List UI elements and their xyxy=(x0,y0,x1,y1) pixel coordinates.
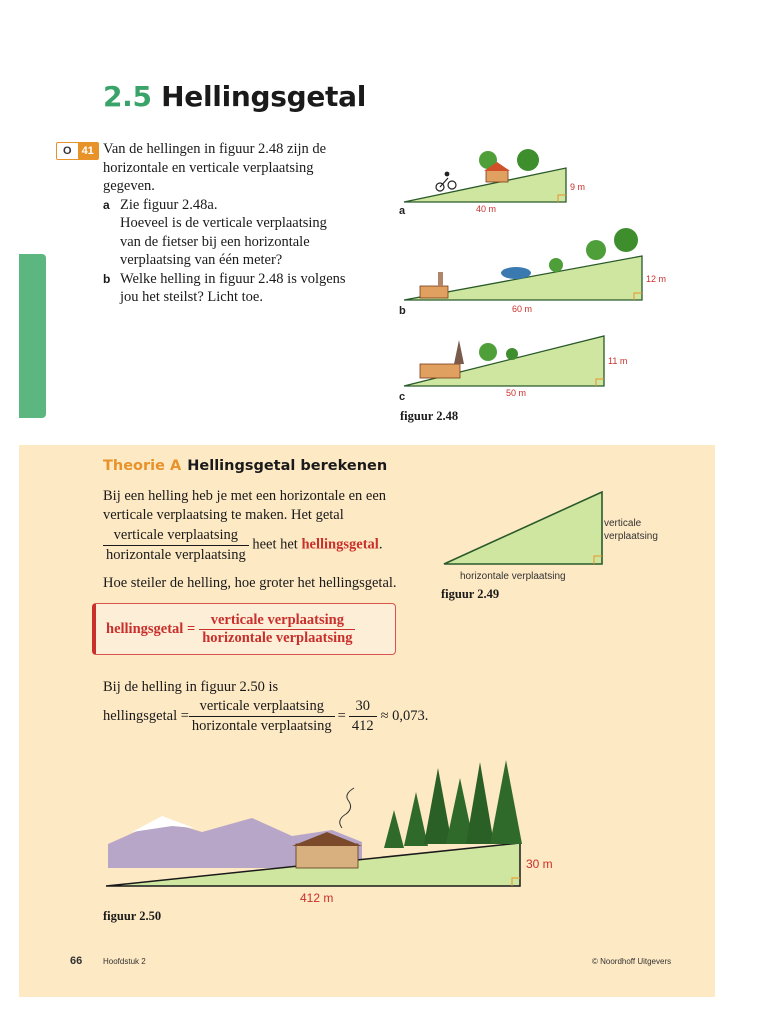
example-lhs: hellingsgetal = xyxy=(103,707,189,724)
period: . xyxy=(378,536,383,553)
cabin-icon xyxy=(296,844,358,868)
figure-2-48-caption: figuur 2.48 xyxy=(400,409,459,423)
tree-icon xyxy=(517,149,539,171)
fraction-numerator: 30 xyxy=(355,698,370,714)
pine-tree-icon xyxy=(490,760,522,844)
village-icon xyxy=(420,286,448,298)
definition-fraction xyxy=(103,526,249,564)
item-line: Welke helling in figuur 2.48 is volgens xyxy=(120,270,346,287)
formula-numerator: verticale verplaatsing xyxy=(210,611,344,628)
figure-2-50-illustration xyxy=(102,748,564,908)
formula-lhs: hellingsgetal = xyxy=(106,620,196,637)
theory-heading xyxy=(103,458,387,474)
exercise-level: O xyxy=(63,145,72,157)
vertical-label: verplaatsing xyxy=(604,531,658,542)
theory-paragraph xyxy=(103,487,397,593)
pine-tree-icon xyxy=(404,792,428,846)
definition-after: heet het xyxy=(252,536,298,553)
theory-tag: Theorie A xyxy=(103,458,182,474)
tree-icon xyxy=(614,228,638,252)
example-result: ≈ 0,073. xyxy=(380,707,429,724)
formula-box xyxy=(92,603,396,655)
value-fraction xyxy=(349,697,377,735)
slope-triangle xyxy=(444,492,602,564)
tree-icon xyxy=(549,258,563,272)
fraction-numerator: verticale verplaatsing xyxy=(113,527,239,543)
exercise-item-b xyxy=(103,270,378,307)
vertical-label: verticale xyxy=(604,518,642,529)
slope-c xyxy=(399,336,627,403)
pine-tree-icon xyxy=(424,768,452,844)
page-number: 66 xyxy=(70,955,83,967)
vertical-value: 12 m xyxy=(646,274,667,284)
pine-tree-icon xyxy=(384,810,404,848)
steepness-rule: Hoe steiler de helling, hoe groter het hellingsgetal. xyxy=(103,575,397,591)
horizontal-value: 40 m xyxy=(476,204,497,214)
slope-b xyxy=(399,228,666,317)
pine-tree-icon xyxy=(466,762,494,844)
term-hellingsgetal: hellingsgetal xyxy=(301,536,379,553)
horizontal-value: 60 m xyxy=(512,304,533,314)
slope-triangle xyxy=(404,168,566,202)
chapter-side-tab xyxy=(19,254,46,418)
town-icon xyxy=(420,364,460,378)
example-intro: Bij de helling in figuur 2.50 is xyxy=(103,679,279,695)
fraction-numerator: verticale verplaatsing xyxy=(199,698,324,714)
horizontal-value: 50 m xyxy=(506,388,527,398)
exercise-number: 41 xyxy=(78,143,98,159)
example-calculation xyxy=(103,697,428,735)
exercise-text xyxy=(103,140,378,307)
item-label: b xyxy=(103,271,111,286)
church-tower-icon xyxy=(438,272,443,286)
exercise-item-a xyxy=(103,196,378,270)
example-fraction xyxy=(189,697,335,735)
slope-label: a xyxy=(399,205,406,217)
vertical-value: 30 m xyxy=(526,857,553,871)
theory-title: Hellingsgetal berekenen xyxy=(187,458,388,474)
item-label: a xyxy=(103,197,110,212)
section-title-text: Hellingsgetal xyxy=(161,80,367,113)
item-line: Zie figuur 2.48a. xyxy=(120,196,218,213)
item-line: Hoeveel is de verticale verplaatsing xyxy=(120,215,327,231)
exercise-intro-line: gegeven. xyxy=(103,178,155,194)
item-line: verplaatsing van één meter? xyxy=(120,252,283,268)
car-icon xyxy=(501,267,531,279)
theory-line: Bij een helling heb je met een horizontale en een xyxy=(103,488,387,504)
chapter-label: Hoofdstuk 2 xyxy=(103,957,146,966)
equals-sign: = xyxy=(337,707,346,724)
cyclist-icon xyxy=(445,172,450,177)
item-line: jou het steilst? Licht toe. xyxy=(120,289,263,305)
theory-line: verticale verplaatsing te maken. Het getal xyxy=(103,506,344,523)
fraction-line xyxy=(103,526,397,564)
horizontal-label: horizontale verplaatsing xyxy=(460,571,566,582)
slope-label: c xyxy=(399,391,406,403)
vertical-value: 11 m xyxy=(608,356,628,366)
smoke-icon xyxy=(340,788,354,828)
fraction-denominator: horizontale verplaatsing xyxy=(189,716,335,736)
copyright: © Noordhoff Uitgevers xyxy=(592,957,672,966)
figure-2-49-illustration xyxy=(440,488,680,588)
formula-fraction xyxy=(199,612,355,647)
section-title xyxy=(103,80,366,113)
church-spire-icon xyxy=(454,340,464,364)
figure-2-49-caption: figuur 2.49 xyxy=(441,587,500,601)
slope-a xyxy=(399,149,585,217)
house-icon xyxy=(486,170,508,182)
tree-icon xyxy=(479,343,497,361)
horizontal-value: 412 m xyxy=(300,891,334,905)
fraction-denominator: horizontale verplaatsing xyxy=(103,545,249,565)
exercise-intro-line: horizontale en verticale verplaatsing xyxy=(103,159,314,176)
exercise-intro-line: Van de hellingen in figuur 2.48 zijn de xyxy=(103,141,327,157)
fraction-denominator: 412 xyxy=(349,716,377,736)
slope-label: b xyxy=(399,305,406,317)
formula-denominator: horizontale verplaatsing xyxy=(199,629,355,647)
section-number: 2.5 xyxy=(103,80,152,113)
figure-2-48-illustration xyxy=(396,140,667,410)
tree-icon xyxy=(506,348,518,360)
exercise-badge xyxy=(56,142,99,160)
slope-triangle xyxy=(404,336,604,386)
tree-icon xyxy=(586,240,606,260)
item-line: van de fietser bij een horizontale xyxy=(120,233,310,250)
figure-2-50-caption: figuur 2.50 xyxy=(103,909,162,923)
vertical-value: 9 m xyxy=(570,182,586,192)
